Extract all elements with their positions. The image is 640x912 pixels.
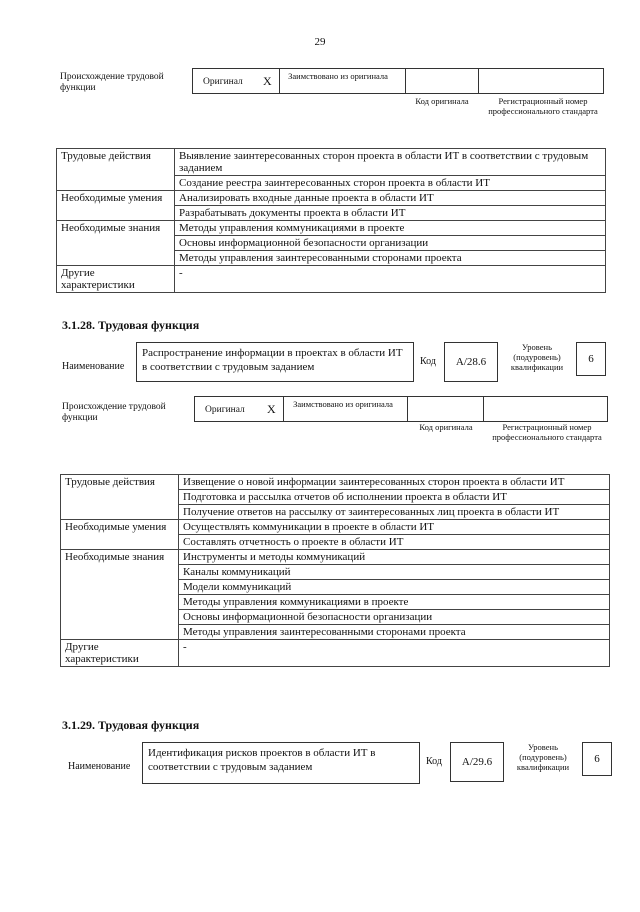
row-item: Методы управления заинтересованными сторонами проекта <box>179 625 610 640</box>
origin-title-28: Происхождение трудовой функции <box>62 402 166 423</box>
row-item: Создание реестра заинтересованных сторон проекта в области ИТ <box>175 176 606 191</box>
section-heading-29: 3.1.29. Трудовая функция <box>62 718 200 732</box>
row-category: Другие характеристики <box>61 640 179 667</box>
row-item: Каналы коммуникаций <box>179 565 610 580</box>
row-category: Другие характеристики <box>57 266 175 293</box>
origin-title: Происхождение трудовой функции <box>60 72 164 93</box>
name-label-29: Наименование <box>68 761 131 772</box>
table-row <box>57 221 606 236</box>
row-item: Анализировать входные данные проекта в области ИТ <box>175 191 606 206</box>
level-value-28: 6 <box>576 342 606 376</box>
borrowed-label-28: Заимствовано из оригинала <box>293 399 393 409</box>
table-row <box>57 266 606 293</box>
x-mark: X <box>263 74 272 88</box>
function-code-29: A/29.6 <box>450 742 504 782</box>
reg-number-label: Регистрационный номер профессионального стандарта <box>488 96 598 116</box>
row-item: Основы информационной безопасности организации <box>179 610 610 625</box>
function-table-28 <box>60 474 610 667</box>
row-category: Трудовые действия <box>61 475 179 520</box>
table-row <box>57 149 606 176</box>
code-original-label: Код оригинала <box>415 96 469 106</box>
page-number: 29 <box>314 36 326 48</box>
origin-table <box>192 68 604 94</box>
row-item: Подготовка и рассылка отчетов об исполнении проекта в области ИТ <box>179 490 610 505</box>
table-row <box>61 475 610 490</box>
row-item: Извещение о новой информации заинтересованных сторон проекта в области ИТ <box>179 475 610 490</box>
row-item: Методы управления коммуникациями в проекте <box>175 221 606 236</box>
row-item: Составлять отчетность о проекте в области ИТ <box>179 535 610 550</box>
table-row <box>61 520 610 535</box>
reg-number-label-28: Регистрационный номер профессионального стандарта <box>492 422 602 442</box>
name-label-28: Наименование <box>62 361 125 372</box>
level-value-29: 6 <box>582 742 612 776</box>
code-label-28: Код <box>420 356 436 367</box>
row-item: Модели коммуникаций <box>179 580 610 595</box>
table-row <box>61 550 610 565</box>
code-label-29: Код <box>426 756 442 767</box>
origin-table-28 <box>194 396 608 422</box>
row-item: - <box>179 640 610 667</box>
row-category: Трудовые действия <box>57 149 175 191</box>
row-item: - <box>175 266 606 293</box>
row-category: Необходимые знания <box>57 221 175 266</box>
row-item: Выявление заинтересованных сторон проекта в области ИТ в соответствии с трудовым заданием <box>175 149 606 176</box>
row-item: Получение ответов на рассылку от заинтересованных лиц проекта в области ИТ <box>179 505 610 520</box>
row-item: Методы управления коммуникациями в проекте <box>179 595 610 610</box>
row-category: Необходимые знания <box>61 550 179 640</box>
x-mark-28: X <box>267 402 276 416</box>
level-label-29: Уровень (подуровень) квалификации <box>516 742 570 772</box>
table-row <box>61 640 610 667</box>
function-name-28: Распространение информации в проектах в области ИТ в соответствии с трудовым заданием <box>136 342 414 382</box>
row-item: Осуществлять коммуникации в проекте в области ИТ <box>179 520 610 535</box>
row-item: Разрабатывать документы проекта в области ИТ <box>175 206 606 221</box>
original-label-28: Оригинал <box>205 405 245 415</box>
row-category: Необходимые умения <box>57 191 175 221</box>
function-table-1 <box>56 148 606 293</box>
row-item: Основы информационной безопасности организации <box>175 236 606 251</box>
section-heading-28: 3.1.28. Трудовая функция <box>62 318 200 332</box>
borrowed-label: Заимствовано из оригинала <box>288 71 388 81</box>
row-category: Необходимые умения <box>61 520 179 550</box>
function-name-29: Идентификация рисков проектов в области ИТ в соответствии с трудовым заданием <box>142 742 420 784</box>
function-code-28: A/28.6 <box>444 342 498 382</box>
level-label-28: Уровень (подуровень) квалификации <box>510 342 564 372</box>
row-item: Инструменты и методы коммуникаций <box>179 550 610 565</box>
original-label: Оригинал <box>203 77 243 87</box>
row-item: Методы управления заинтересованными сторонами проекта <box>175 251 606 266</box>
table-row <box>57 191 606 206</box>
code-original-label-28: Код оригинала <box>419 422 473 432</box>
